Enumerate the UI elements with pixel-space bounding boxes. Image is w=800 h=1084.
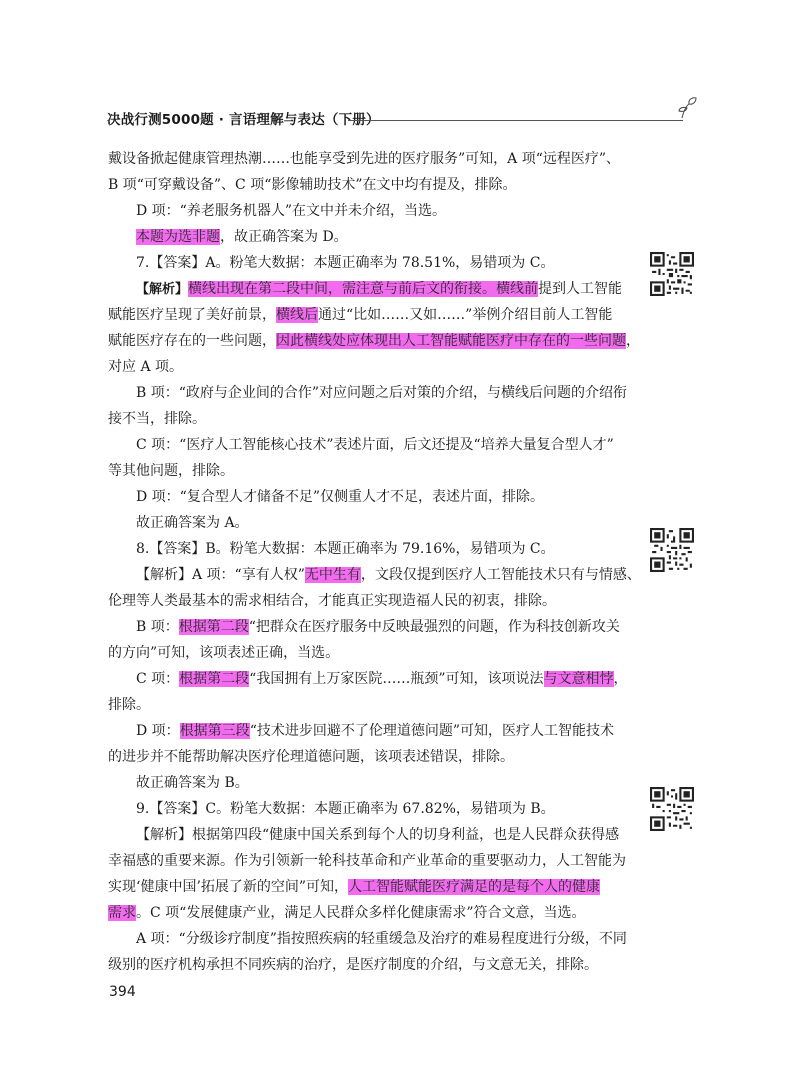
text-line — [136, 614, 620, 640]
text-line: 等其他问题，排除。 — [108, 463, 234, 479]
page-number: 394 — [109, 984, 136, 1000]
text-line — [108, 900, 585, 926]
text-line: 伦理等人类最基本的需求相结合，才能真正实现造福人民的初衷，排除。 — [108, 593, 556, 609]
text-span: ，文段仅提到医疗人工智能技术只有与情感、 — [360, 567, 641, 583]
analysis-tag: 【解析】 — [136, 282, 189, 297]
answer-9: 9.【答案】C。粉笔大数据：本题正确率为 67.82%，易错项为 B。 — [136, 801, 555, 817]
highlight-mark: 人工智能赋能医疗满足的是每个人的健康 — [348, 879, 601, 895]
highlight-mark: 根据第二段 — [178, 619, 249, 635]
text-span: 通过“比如……又如……”举例介绍目前人工智能 — [318, 307, 613, 323]
text-line: B 项：“政府与企业间的合作”对应问题之后对策的介绍，与横线后问题的介绍衔 — [136, 385, 628, 401]
text-span: 【解析】A 项：“享有人权” — [136, 567, 305, 583]
text-span: 赋能医疗存在的一些问题， — [108, 333, 276, 349]
text-span: ， — [613, 671, 628, 687]
highlight-mark: 本题为选非题 — [136, 229, 220, 245]
highlight-mark: 与文意相悖 — [543, 671, 614, 687]
highlight-mark: 根据第二段 — [179, 671, 250, 687]
text-line: 的进步并不能帮助解决医疗伦理道德问题，该项表述错误，排除。 — [108, 749, 514, 765]
text-span: 。C 项“发展健康产业，满足人民群众多样化健康需求”符合文意，当选。 — [136, 905, 586, 921]
text-span: 赋能医疗呈现了美好前景， — [108, 307, 276, 323]
highlight-mark: 无中生有 — [304, 567, 361, 583]
highlight-mark: 横线前 — [496, 281, 539, 297]
analysis-7 — [136, 276, 622, 302]
highlight-mark: 横线后 — [276, 307, 318, 323]
text-line: D 项：“复合型人才储备不足”仅侧重人才不足，表述片面，排除。 — [136, 489, 544, 505]
text-line: 故正确答案为 B。 — [136, 775, 249, 791]
text-span: “技术进步回避不了伦理道德问题”可知，医疗人工智能技术 — [249, 723, 615, 739]
text-span: ， — [626, 333, 640, 349]
text-span: “我国拥有上万家医院……瓶颈”可知，该项说法 — [249, 671, 544, 687]
text-line — [136, 224, 348, 250]
highlight-mark: 横线出现在第二段中间，需注意与前后文的衔接。 — [188, 281, 497, 297]
text-line: C 项：“医疗人工智能核心技术”表述片面，后文还提及“培养大量复合型人才” — [136, 437, 614, 453]
text-line: B 项“可穿戴设备”、C 项“影像辅助技术”在文中均有提及，排除。 — [108, 177, 517, 193]
answer-8: 8.【答案】B。粉笔大数据：本题正确率为 79.16%，易错项为 C。 — [136, 541, 555, 557]
analysis-8 — [136, 562, 641, 588]
text-line: 接不当，排除。 — [108, 411, 206, 427]
text-span: 实现‘健康中国’拓展了新的空间”可知， — [108, 879, 349, 895]
highlight-mark: 因此横线处应体现出人工智能赋能医疗中存在的一些问题 — [276, 333, 626, 349]
text-line — [136, 718, 614, 744]
qr-code-icon[interactable] — [650, 528, 694, 572]
text-span: B 项： — [136, 619, 179, 635]
text-line: 对应 A 项。 — [108, 359, 184, 375]
text-line: 级别的医疗机构承担不同疾病的治疗，是医疗制度的介绍，与文意无关，排除。 — [108, 957, 598, 973]
running-header-title: 决战行测5000题 · 言语理解与表达（下册） — [107, 112, 380, 128]
text-line: 戴设备掀起健康管理热潮……也能享受到先进的医疗服务”可知，A 项“远程医疗”、 — [108, 151, 621, 167]
leaf-icon — [676, 96, 702, 122]
text-line: D 项：“养老服务机器人”在文中并未介绍，当选。 — [136, 203, 446, 219]
text-span: D 项： — [136, 723, 180, 739]
qr-code-icon[interactable] — [650, 787, 694, 831]
header-rule — [348, 120, 683, 121]
highlight-mark: 根据第三段 — [179, 723, 250, 739]
text-span: ，故正确答案为 D。 — [220, 229, 348, 245]
text-line: A 项：“分级诊疗制度”指按照疾病的轻重缓急及治疗的难易程度进行分级，不同 — [136, 931, 627, 947]
text-line: 的方向”可知，该项表述正确，当选。 — [108, 645, 340, 661]
text-span: 提到人工智能 — [538, 281, 623, 297]
qr-code-icon[interactable] — [650, 252, 694, 296]
text-line: 故正确答案为 A。 — [136, 515, 249, 531]
text-line — [108, 302, 612, 328]
highlight-mark: 需求 — [108, 905, 136, 921]
text-line: 排除。 — [108, 697, 150, 713]
text-line — [108, 328, 640, 354]
text-line: 幸福感的重要来源。作为引领新一轮科技革命和产业革命的重要驱动力，人工智能为 — [108, 853, 626, 869]
text-span: C 项： — [136, 671, 180, 687]
text-line — [136, 666, 628, 692]
text-line — [108, 874, 600, 900]
answer-7: 7.【答案】A。粉笔大数据：本题正确率为 78.51%，易错项为 C。 — [136, 255, 555, 271]
analysis-9: 【解析】根据第四段“健康中国关系到每个人的切身利益，也是人民群众获得感 — [136, 827, 620, 843]
text-span: “把群众在医疗服务中反映最强烈的问题，作为科技创新攻关 — [248, 619, 620, 635]
